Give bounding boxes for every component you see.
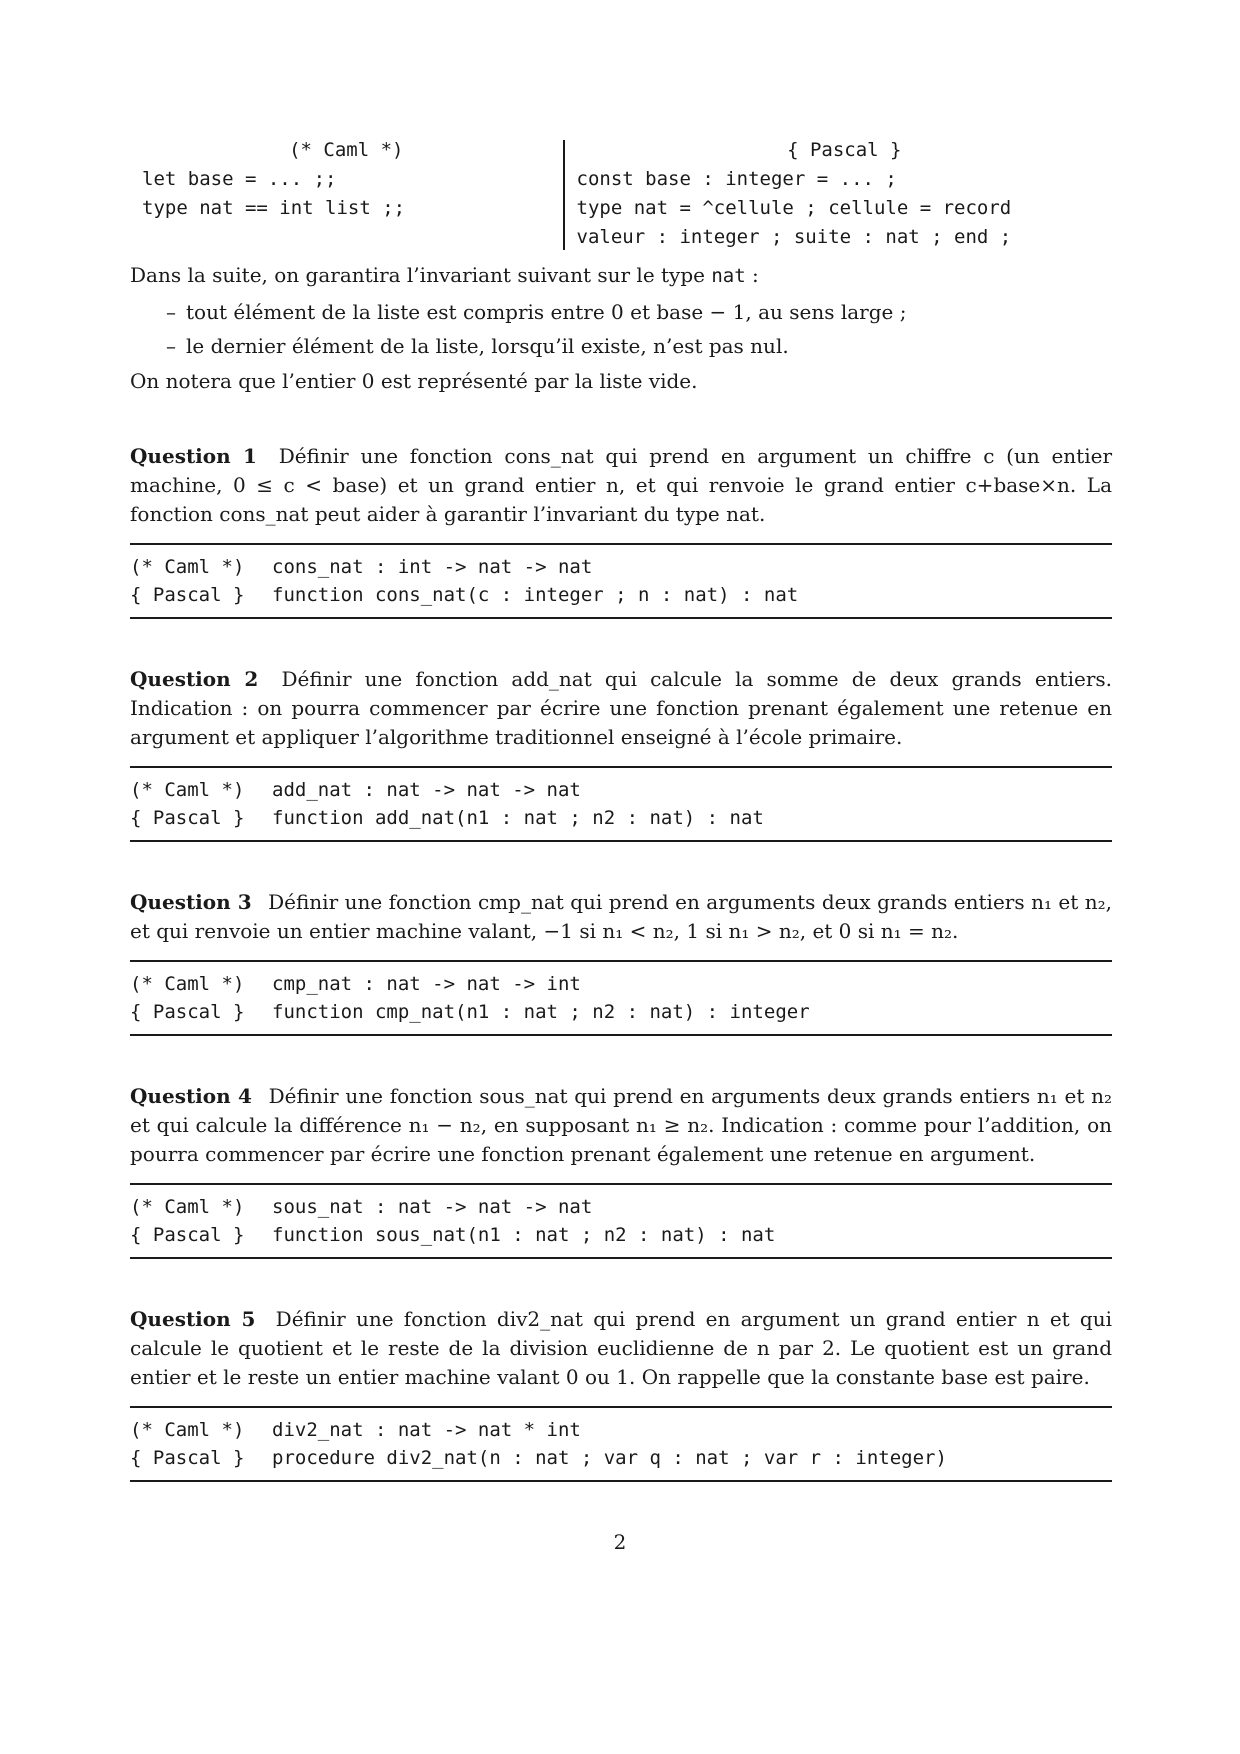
caml-line-type: type nat == int list ;; xyxy=(142,197,406,219)
question-1 xyxy=(130,442,1112,529)
invariant-type-name: nat xyxy=(711,265,746,287)
caml-signature-row xyxy=(130,970,1112,998)
pascal-line-type: type nat = ^cellule ; cellule = record xyxy=(576,197,1012,219)
type-declarations xyxy=(130,136,1112,251)
caml-label: (* Caml *) xyxy=(130,779,245,801)
caml-label: (* Caml *) xyxy=(130,556,245,578)
question-label: Question 3 xyxy=(130,890,252,914)
bullet-dash: – xyxy=(166,300,176,324)
caml-label: (* Caml *) xyxy=(130,973,245,995)
caml-signature-row xyxy=(130,776,1112,804)
pascal-signature-row xyxy=(130,804,1112,832)
page-number: 2 xyxy=(613,1530,627,1554)
pascal-signature: function sous_nat(n1 : nat ; n2 : nat) : nat xyxy=(272,1224,776,1246)
question-label: Question 1 xyxy=(130,444,257,468)
column-separator xyxy=(563,140,565,250)
invariant-intro-colon: : xyxy=(745,263,759,287)
caml-label: (* Caml *) xyxy=(130,1419,245,1441)
invariant-intro-text: Dans la suite, on garantira l’invariant suivant sur le type xyxy=(130,263,712,287)
caml-line-base: let base = ... ;; xyxy=(142,168,337,190)
pascal-signature-row xyxy=(130,998,1112,1026)
pascal-line-base: const base : integer = ... ; xyxy=(576,168,897,190)
caml-signature: sous_nat : nat -> nat -> nat xyxy=(272,1196,593,1218)
caml-signature-row xyxy=(130,1193,1112,1221)
pascal-label: { Pascal } xyxy=(130,1001,245,1023)
caml-declarations xyxy=(130,136,551,251)
bullet-dash: – xyxy=(166,334,176,358)
signature-box xyxy=(130,766,1112,842)
question-text: Définir une fonction cons_nat qui prend en argument un chiffre c (un entier machine, 0 ≤ c < base) et un grand entier n, et qui renvoie le grand entier c+base×n. La fonction cons_nat peut aider à garantir l’invariant du type nat. xyxy=(130,444,1113,526)
pascal-signature-row xyxy=(130,1221,1112,1249)
caml-signature-row xyxy=(130,1416,1112,1444)
pascal-signature-row xyxy=(130,1444,1112,1472)
invariant-intro xyxy=(130,261,1112,291)
question-text: Définir une fonction cmp_nat qui prend en arguments deux grands entiers n₁ et n₂, et qui renvoie un entier machine valant, −1 si n₁ < n₂, 1 si n₁ > n₂, et 0 si n₁ = n₂. xyxy=(130,890,1112,943)
pascal-signature: function cmp_nat(n1 : nat ; n2 : nat) : integer xyxy=(272,1001,810,1023)
caml-signature: div2_nat : nat -> nat * int xyxy=(272,1419,581,1441)
document-page xyxy=(130,136,1112,1482)
list-item xyxy=(166,329,1112,363)
question-4 xyxy=(130,1082,1112,1169)
pascal-title: { Pascal } xyxy=(787,139,902,161)
caml-label: (* Caml *) xyxy=(130,1196,245,1218)
question-text: Définir une fonction add_nat qui calcule la somme de deux grands entiers. Indication : on pourra commencer par écrire une fonction prenant également une retenue en argument et appliquer l’algorithme traditionnel enseigné à l’école primaire. xyxy=(130,667,1112,749)
question-label: Question 4 xyxy=(130,1084,252,1108)
invariant-bullet-1: tout élément de la liste est compris entre 0 et base − 1, au sens large ; xyxy=(186,300,907,324)
pascal-signature: function add_nat(n1 : nat ; n2 : nat) : nat xyxy=(272,807,764,829)
question-2 xyxy=(130,665,1112,752)
pascal-label: { Pascal } xyxy=(130,807,245,829)
question-label: Question 2 xyxy=(130,667,259,691)
invariant-list xyxy=(130,295,1112,363)
question-text: Définir une fonction div2_nat qui prend en argument un grand entier n et qui calcule le quotient et le reste de la division euclidienne de n par 2. Le quotient est un grand entier et le reste un entier machine valant 0 ou 1. On rappelle que la constante base est paire. xyxy=(130,1307,1113,1389)
zero-note: On notera que l’entier 0 est représenté par la liste vide. xyxy=(130,369,698,393)
caml-signature: cons_nat : int -> nat -> nat xyxy=(272,556,593,578)
pascal-declarations xyxy=(577,136,1112,251)
question-label: Question 5 xyxy=(130,1307,256,1331)
signature-box xyxy=(130,543,1112,619)
pascal-signature: procedure div2_nat(n : nat ; var q : nat ; var r : integer) xyxy=(272,1447,947,1469)
caml-signature-row xyxy=(130,553,1112,581)
pascal-label: { Pascal } xyxy=(130,1447,245,1469)
question-3 xyxy=(130,888,1112,946)
list-item xyxy=(166,295,1112,329)
signature-box xyxy=(130,1406,1112,1482)
invariant-bullet-2: le dernier élément de la liste, lorsqu’il existe, n’est pas nul. xyxy=(186,334,789,358)
caml-signature: add_nat : nat -> nat -> nat xyxy=(272,779,581,801)
pascal-signature: function cons_nat(c : integer ; n : nat) : nat xyxy=(272,584,799,606)
pascal-signature-row xyxy=(130,581,1112,609)
question-text: Définir une fonction sous_nat qui prend en arguments deux grands entiers n₁ et n₂ et qui calcule la différence n₁ − n₂, en supposant n₁ ≥ n₂. Indication : comme pour l’addition, on pourra commencer par écrire une fonction prenant également une retenue en argument. xyxy=(130,1084,1113,1166)
invariant-section xyxy=(130,261,1112,396)
pascal-label: { Pascal } xyxy=(130,1224,245,1246)
caml-title: (* Caml *) xyxy=(289,139,404,161)
signature-box xyxy=(130,1183,1112,1259)
question-5 xyxy=(130,1305,1112,1392)
pascal-line-record: valeur : integer ; suite : nat ; end ; xyxy=(576,226,1012,248)
signature-box xyxy=(130,960,1112,1036)
caml-signature: cmp_nat : nat -> nat -> int xyxy=(272,973,581,995)
pascal-label: { Pascal } xyxy=(130,584,245,606)
